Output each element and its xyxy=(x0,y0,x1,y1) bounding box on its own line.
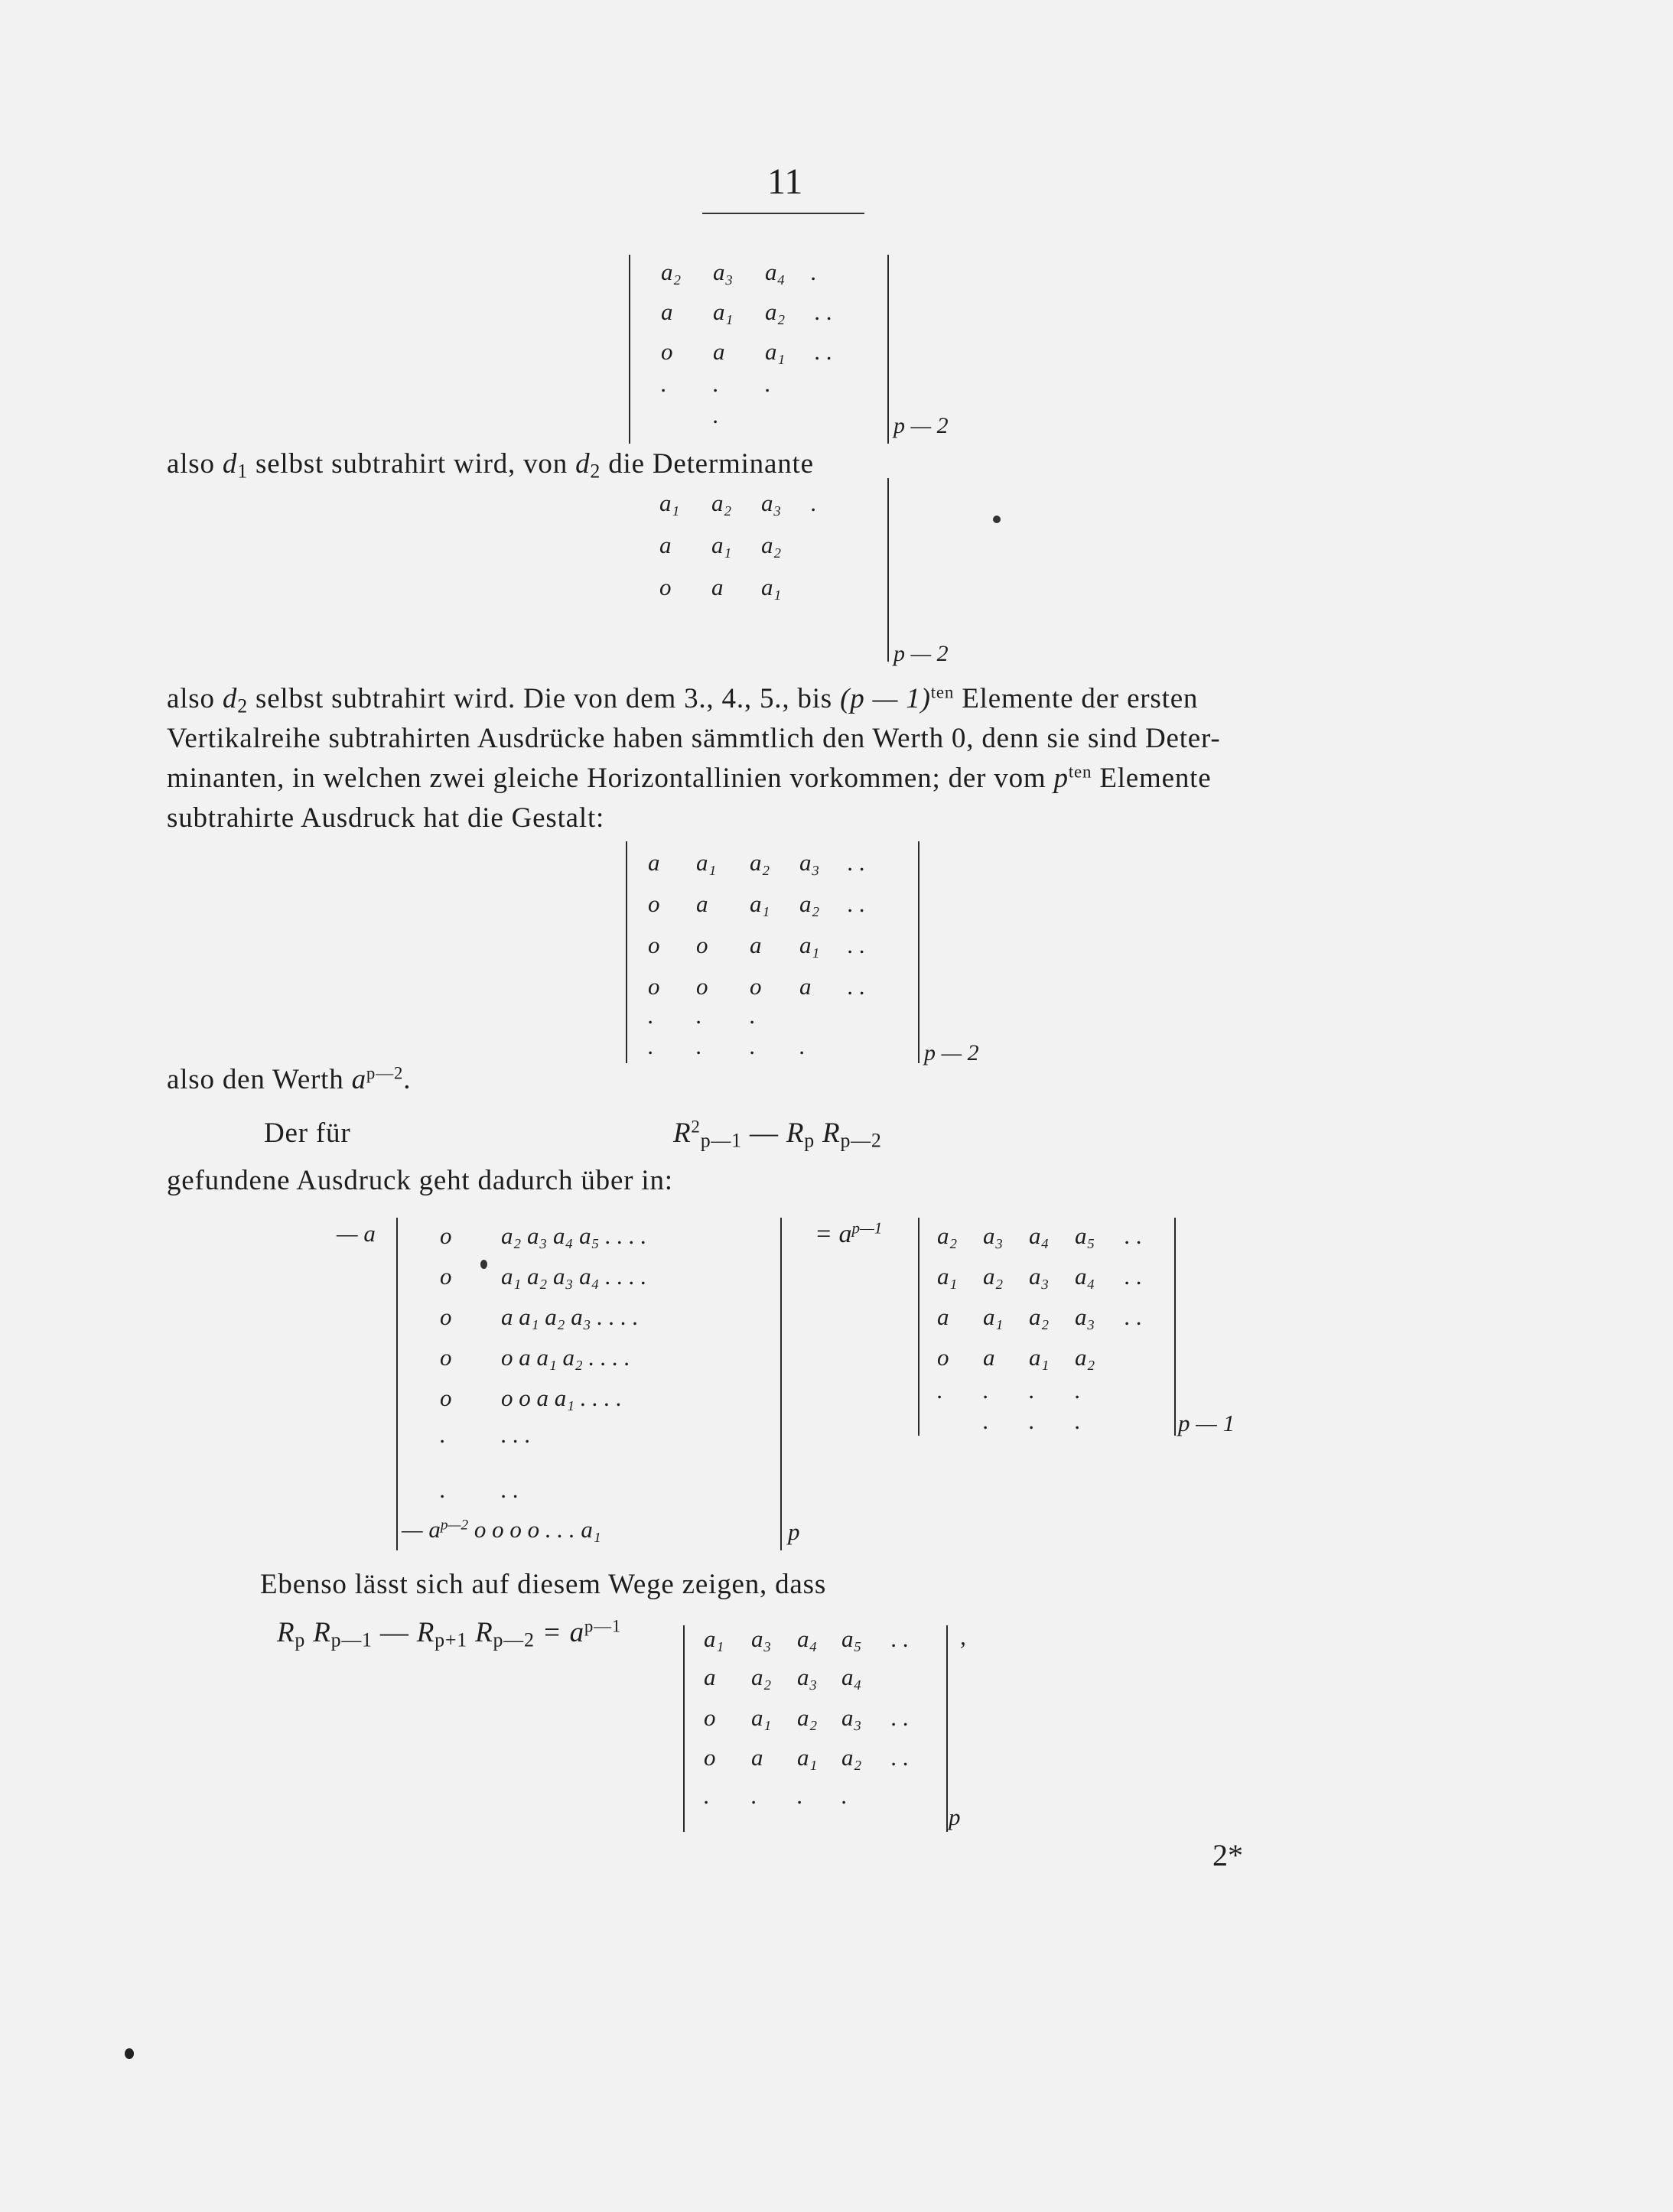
m5-cell: a₂ xyxy=(983,1263,1004,1290)
m6-cell: . xyxy=(751,1782,757,1809)
m3-cell: a₁ xyxy=(799,932,820,958)
m3-cell: a₁ xyxy=(696,849,717,876)
m5-cell: a₃ xyxy=(1029,1263,1050,1290)
m3-cell: . xyxy=(648,1033,654,1059)
m6-cell: a₃ xyxy=(797,1664,818,1690)
var: p xyxy=(1053,763,1069,794)
text-line: Der für xyxy=(264,1117,351,1149)
text-line xyxy=(167,447,814,483)
m5-cell: a₅ xyxy=(1075,1222,1095,1249)
m3-cell: o xyxy=(696,932,708,958)
matrix-6-left-bar xyxy=(683,1625,685,1832)
m2-subscript: p — 2 xyxy=(893,641,949,666)
signature-mark: 2* xyxy=(1212,1838,1243,1872)
m1-cell: a xyxy=(661,298,673,325)
text: Elemente xyxy=(1099,763,1212,794)
m5-cell: a₁ xyxy=(937,1263,958,1290)
sup: 2 xyxy=(691,1117,701,1137)
m5-cell: . xyxy=(1075,1407,1081,1434)
m1-cell: a₃ xyxy=(713,259,734,285)
var: d xyxy=(222,448,238,480)
text: minanten, in welchen zwei gleiche Horizontallinien vorkommen; der vom xyxy=(167,763,1046,794)
m4-equals xyxy=(815,1220,882,1249)
sup: p—1 xyxy=(851,1218,883,1238)
m3-cell: . xyxy=(648,1002,654,1029)
m1-subscript: p — 2 xyxy=(893,413,949,438)
m3-cell: . . xyxy=(848,890,866,917)
m6-cell: a xyxy=(751,1744,763,1771)
m3-cell: a xyxy=(750,932,762,958)
m5-cell: . xyxy=(1075,1377,1081,1404)
m1-cell: a₁ xyxy=(765,338,786,365)
sub: 2 xyxy=(590,460,601,483)
m4-last-row xyxy=(402,1516,601,1544)
sub: p—2 xyxy=(840,1129,882,1152)
text-line: gefundene Ausdruck geht dadurch über in: xyxy=(167,1165,673,1196)
m2-cell: . xyxy=(811,490,817,516)
expr: (p — 1) xyxy=(840,683,931,714)
m1-cell: a₁ xyxy=(713,298,734,325)
m6-cell: a₁ xyxy=(797,1744,818,1771)
m5-cell: a₂ xyxy=(1029,1303,1050,1330)
m6-cell: a₁ xyxy=(751,1704,772,1731)
m3-subscript: p — 2 xyxy=(924,1040,979,1065)
sub: p—2 xyxy=(493,1628,535,1651)
m5-cell: . . xyxy=(1125,1303,1143,1330)
m4-cell: a a₁ a₂ a₃ . . . . xyxy=(501,1303,639,1330)
text: die Determinante xyxy=(608,448,814,480)
var: = a xyxy=(542,1617,584,1648)
matrix-5-right-bar xyxy=(1174,1218,1176,1436)
var: R xyxy=(822,1117,841,1149)
formula xyxy=(277,1616,621,1649)
matrix-3-right-bar xyxy=(918,841,919,1063)
text: also den Werth xyxy=(167,1064,344,1095)
matrix-1-right-bar xyxy=(887,255,889,444)
m5-cell: . xyxy=(1029,1377,1035,1404)
m1-cell: o xyxy=(661,338,673,365)
m1-cell: . . xyxy=(815,298,833,325)
m6-cell: a₁ xyxy=(704,1625,724,1652)
m4-subscript: p xyxy=(788,1518,800,1545)
m2-cell: a xyxy=(659,532,672,558)
matrix-4-left-bar xyxy=(396,1218,398,1550)
m4-cell: o xyxy=(440,1384,452,1411)
m5-cell: . xyxy=(937,1377,943,1404)
m3-cell: . xyxy=(696,1002,702,1029)
m4-cell: o xyxy=(440,1222,452,1249)
m6-cell: . . xyxy=(891,1704,910,1731)
m5-cell: a₂ xyxy=(1075,1344,1095,1371)
ink-speck xyxy=(993,516,1001,523)
m3-cell: a xyxy=(696,890,708,917)
sup: p—1 xyxy=(584,1616,622,1636)
page-number: 11 xyxy=(767,161,803,202)
m5-cell: a₁ xyxy=(983,1303,1004,1330)
m3-cell: a xyxy=(799,973,812,1000)
m6-cell: o xyxy=(704,1704,716,1731)
m3-cell: o xyxy=(750,973,762,1000)
m6-cell: . . xyxy=(891,1744,910,1771)
m5-cell: a₃ xyxy=(1075,1303,1095,1330)
m6-cell: a₃ xyxy=(841,1704,862,1731)
m3-cell: o xyxy=(648,973,660,1000)
matrix-1-left-bar xyxy=(629,255,630,444)
formula xyxy=(673,1117,882,1150)
m4-left-label: — a xyxy=(337,1220,376,1247)
sub: p—1 xyxy=(330,1628,373,1651)
m3-cell: . xyxy=(750,1002,756,1029)
m4-cell: a₂ a₃ a₄ a₅ . . . . xyxy=(501,1222,647,1249)
text: — xyxy=(379,1617,409,1648)
m3-cell: . xyxy=(799,1033,806,1059)
m1-cell: . xyxy=(713,402,719,428)
m6-cell: a₅ xyxy=(841,1625,862,1652)
sub: p+1 xyxy=(435,1628,468,1651)
matrix-6-right-bar xyxy=(946,1625,948,1832)
ink-speck xyxy=(480,1260,487,1269)
matrix-3-left-bar xyxy=(626,841,627,1063)
var: d xyxy=(222,683,238,714)
m4-cell: o xyxy=(440,1303,452,1330)
m3-cell: o xyxy=(648,932,660,958)
m6-cell: . xyxy=(841,1782,848,1809)
m3-cell: a₁ xyxy=(750,890,770,917)
m5-cell: a₁ xyxy=(1029,1344,1050,1371)
var: a xyxy=(351,1064,366,1095)
m5-cell: a xyxy=(937,1303,949,1330)
m6-cell: . xyxy=(704,1782,710,1809)
m3-cell: o xyxy=(648,890,660,917)
text: also xyxy=(167,448,215,480)
text: selbst subtrahirt wird, von xyxy=(256,448,568,480)
m2-cell: a₁ xyxy=(761,574,782,600)
m2-cell: a₂ xyxy=(711,490,732,516)
sub: 1 xyxy=(237,460,248,483)
text: = a xyxy=(815,1220,852,1248)
matrix-5-left-bar xyxy=(918,1218,919,1436)
var: d xyxy=(575,448,591,480)
m5-cell: . . xyxy=(1125,1222,1143,1249)
m3-cell: a₂ xyxy=(750,849,770,876)
sup: ten xyxy=(1068,762,1092,782)
m2-cell: a₁ xyxy=(711,532,732,558)
m6-cell: a₂ xyxy=(841,1744,862,1771)
m4-cell: o a a₁ a₂ . . . . xyxy=(501,1344,630,1371)
m1-cell: a₄ xyxy=(765,259,786,285)
var: R xyxy=(786,1117,805,1149)
m4-cell: . . xyxy=(501,1476,519,1503)
sup: p—2 xyxy=(366,1063,404,1083)
m5-cell: . xyxy=(983,1407,989,1434)
text: — xyxy=(749,1117,779,1149)
m5-cell: o xyxy=(937,1344,949,1371)
m1-cell: a₂ xyxy=(661,259,682,285)
m6-cell: . . xyxy=(891,1625,910,1652)
m2-cell: o xyxy=(659,574,672,600)
para-line: Vertikalreihe subtrahirten Ausdrücke haben sämmtlich den Werth 0, denn sie sind Deter- xyxy=(167,723,1221,754)
sub: 2 xyxy=(237,695,248,717)
m5-cell: . xyxy=(1029,1407,1035,1434)
var: R xyxy=(313,1617,331,1648)
m4-cell: . xyxy=(440,1476,446,1503)
m5-cell: . . xyxy=(1125,1263,1143,1290)
text: — a xyxy=(402,1516,441,1543)
var: R xyxy=(277,1617,295,1648)
m3-cell: . xyxy=(750,1033,756,1059)
m6-cell: a₃ xyxy=(751,1625,772,1652)
ink-speck xyxy=(125,2048,134,2059)
m3-cell: . . xyxy=(848,973,866,1000)
text-line xyxy=(167,1063,411,1096)
m2-cell: a₃ xyxy=(761,490,782,516)
m6-cell: o xyxy=(704,1744,716,1771)
m1-cell: . xyxy=(661,370,667,397)
m5-cell: . xyxy=(983,1377,989,1404)
para-line xyxy=(167,762,1211,795)
m1-cell: a xyxy=(713,338,725,365)
sub: p xyxy=(295,1628,306,1651)
sup: p—2 xyxy=(440,1517,469,1534)
m3-cell: . . xyxy=(848,932,866,958)
m4-cell: . . . xyxy=(501,1421,531,1448)
m2-cell: a₂ xyxy=(761,532,782,558)
m1-cell: . xyxy=(765,370,771,397)
m5-cell: a₄ xyxy=(1029,1222,1050,1249)
m3-cell: a xyxy=(648,849,660,876)
m4-cell: o o a a₁ . . . . xyxy=(501,1384,623,1411)
text: selbst subtrahirt wird. Die von dem 3., 4., 5., bis xyxy=(256,683,833,714)
m2-cell: a xyxy=(711,574,724,600)
m5-subscript: p — 1 xyxy=(1178,1410,1235,1436)
m5-cell: a xyxy=(983,1344,995,1371)
text: also xyxy=(167,683,215,714)
m4-cell: o xyxy=(440,1344,452,1371)
m6-cell: a₂ xyxy=(797,1704,818,1731)
m3-cell: o xyxy=(696,973,708,1000)
matrix-4-right-bar xyxy=(780,1218,782,1550)
m4-cell: a₁ a₂ a₃ a₄ . . . . xyxy=(501,1263,647,1290)
sub: p—1 xyxy=(700,1129,742,1152)
text: o o o o . . . a₁ xyxy=(474,1516,601,1543)
m6-cell: . xyxy=(797,1782,803,1809)
m6-cell: a₄ xyxy=(841,1664,862,1690)
text: . xyxy=(403,1064,412,1095)
text-line: Ebenso lässt sich auf diesem Wege zeigen, dass xyxy=(260,1569,827,1600)
var: R xyxy=(416,1617,435,1648)
m5-cell: a₂ xyxy=(937,1222,958,1249)
m3-cell: a₃ xyxy=(799,849,820,876)
m6-cell: a xyxy=(704,1664,716,1690)
m2-cell: a₁ xyxy=(659,490,680,516)
matrix-2-right-bar xyxy=(887,478,889,662)
m3-cell: . xyxy=(696,1033,702,1059)
m1-cell: . . xyxy=(815,338,833,365)
m1-cell: . xyxy=(713,370,719,397)
sup: ten xyxy=(930,682,955,702)
m6-subscript: p xyxy=(949,1804,961,1830)
header-rule xyxy=(702,213,864,214)
m1-cell: a₂ xyxy=(765,298,786,325)
para-line xyxy=(167,682,1198,715)
m5-cell: a₃ xyxy=(983,1222,1004,1249)
m5-cell: a₄ xyxy=(1075,1263,1095,1290)
para-line: subtrahirte Ausdruck hat die Gestalt: xyxy=(167,802,605,834)
m3-cell: a₂ xyxy=(799,890,820,917)
m3-cell: . . xyxy=(848,849,866,876)
text: Elemente der ersten xyxy=(962,683,1199,714)
m6-cell: a₂ xyxy=(751,1664,772,1690)
var: R xyxy=(475,1617,493,1648)
m6-comma: , xyxy=(960,1623,966,1650)
m4-cell: . xyxy=(440,1421,446,1448)
m4-cell: o xyxy=(440,1263,452,1290)
sub: p xyxy=(804,1129,815,1152)
m6-cell: a₄ xyxy=(797,1625,818,1652)
var: R xyxy=(673,1117,692,1149)
m1-cell: . xyxy=(811,259,817,285)
